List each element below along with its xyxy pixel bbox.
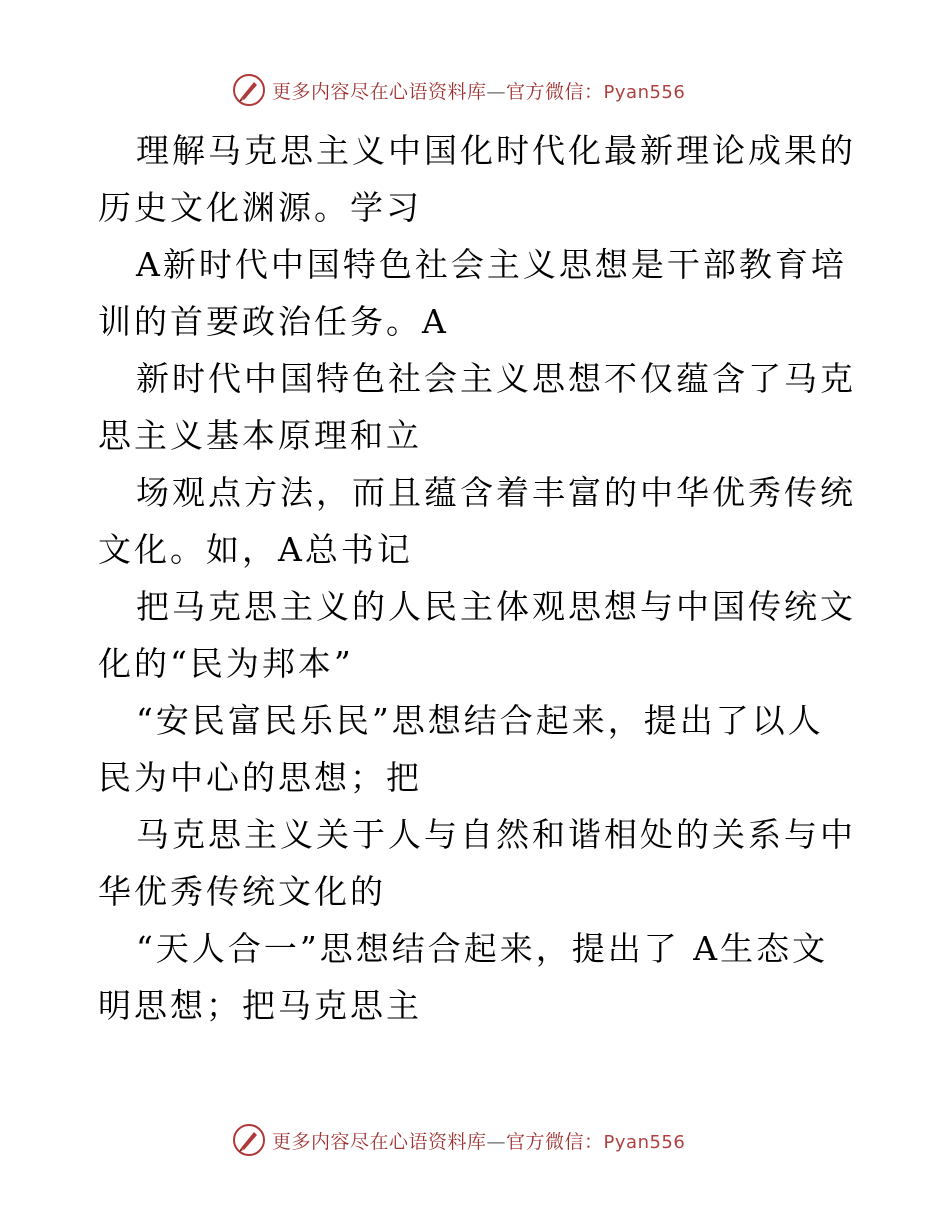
paragraph-7: 马克思主义关于人与自然和谐相处的关系与中华优秀传统文化的 <box>98 815 856 911</box>
quill-pen-logo-icon <box>232 1123 266 1157</box>
document-body <box>98 122 858 1034</box>
watermark-label: 官方微信： <box>506 80 604 103</box>
paragraph-1: 理解马克思主义中国化时代化最新理论成果的历史文化渊源。学习 <box>98 131 856 227</box>
watermark-brand: 更多内容尽在心语资料库 <box>272 80 487 103</box>
footer-watermark <box>232 1120 685 1160</box>
paragraph-2: A新时代中国特色社会主义思想是干部教育培训的首要政治任务。A <box>98 245 847 341</box>
watermark-account: Pyan556 <box>603 1131 686 1153</box>
watermark-text <box>272 77 685 104</box>
quill-pen-logo-icon <box>232 73 266 107</box>
watermark-dash: — <box>486 80 507 103</box>
paragraph-8: “天人合一”思想结合起来，提出了 A生态文明思想；把马克思主 <box>98 929 829 1025</box>
watermark-account: Pyan556 <box>603 81 686 103</box>
paragraph-4: 场观点方法，而且蕴含着丰富的中华优秀传统文化。如，A总书记 <box>98 473 856 569</box>
watermark-brand: 更多内容尽在心语资料库 <box>272 1130 487 1153</box>
watermark-label: 官方微信： <box>506 1130 604 1153</box>
header-watermark <box>232 70 685 110</box>
paragraph-6: “安民富民乐民”思想结合起来，提出了以人民为中心的思想；把 <box>98 701 824 797</box>
paragraph-3: 新时代中国特色社会主义思想不仅蕴含了马克思主义基本原理和立 <box>98 359 856 455</box>
watermark-text <box>272 1127 685 1154</box>
watermark-dash: — <box>486 1130 507 1153</box>
paragraph-5: 把马克思主义的人民主体观思想与中国传统文化的“民为邦本” <box>98 587 856 683</box>
